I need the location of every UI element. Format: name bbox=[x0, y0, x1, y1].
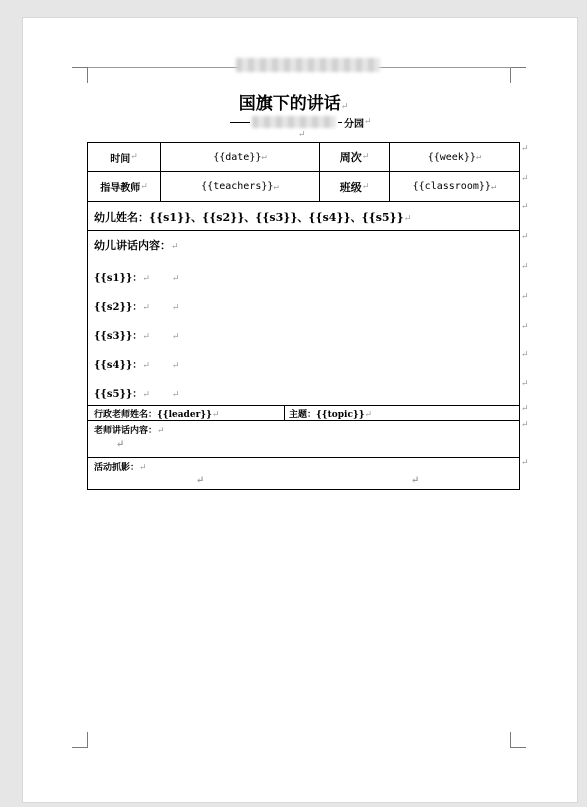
children-speech-label[interactable]: 幼儿讲话内容：↵ bbox=[94, 239, 179, 252]
cell-date-value[interactable]: {{date}} ↵ bbox=[161, 143, 320, 172]
teacher-speech-label[interactable]: 老师讲话内容：↵ bbox=[94, 426, 165, 436]
speech-record-table bbox=[87, 142, 520, 490]
speech-slot-s4[interactable]: {{s4}}：↵ ↵ bbox=[94, 360, 180, 371]
row-divider bbox=[88, 405, 519, 406]
speech-slot-s2[interactable]: {{s2}}：↵ ↵ bbox=[94, 302, 180, 313]
row-divider bbox=[88, 457, 519, 458]
speech-slot-s5[interactable]: {{s5}}：↵ ↵ bbox=[94, 389, 180, 400]
paragraph-mark: ↵ bbox=[196, 475, 205, 486]
cell-week-value[interactable]: {{week}} ↵ bbox=[390, 143, 519, 172]
cell-teachers-value[interactable]: {{teachers}} ↵ bbox=[161, 172, 320, 202]
paragraph-mark: ↵ bbox=[116, 439, 125, 450]
document-title[interactable]: 国旗下的讲话↵ bbox=[238, 94, 349, 114]
topic-field[interactable]: 主题：{{topic}}↵ bbox=[289, 410, 373, 420]
margin-corner-top-left bbox=[72, 67, 88, 83]
speech-slot-s1[interactable]: {{s1}}：↵ ↵ bbox=[94, 273, 180, 284]
cell-class-value[interactable]: {{classroom}} ↵ bbox=[390, 172, 519, 202]
redacted-subtitle-text bbox=[252, 116, 336, 128]
paragraph-mark: ↵ bbox=[298, 130, 306, 140]
cell-class-label[interactable]: 班级 ↵ bbox=[320, 172, 390, 202]
subtitle-dash bbox=[230, 122, 250, 123]
cell-week-label[interactable]: 周次 ↵ bbox=[320, 143, 390, 172]
leader-field[interactable]: 行政老师姓名：{{leader}}↵ bbox=[94, 410, 220, 420]
document-subtitle[interactable]: 分园 ↵ bbox=[230, 115, 372, 129]
children-names-line[interactable]: 幼儿姓名：{{s1}}、{{s2}}、{{s3}}、{{s4}}、{{s5}}↵ bbox=[94, 211, 412, 224]
column-divider bbox=[284, 405, 285, 420]
redacted-header-text bbox=[236, 58, 380, 72]
cell-teachers-label[interactable]: 指导教师 ↵ bbox=[88, 172, 161, 202]
paragraph-mark: ↵ bbox=[340, 102, 349, 112]
activity-photo-label[interactable]: 活动抓影：↵ bbox=[94, 463, 147, 473]
margin-corner-bottom-left bbox=[72, 732, 88, 748]
cell-date-label[interactable]: 时间 ↵ bbox=[88, 143, 161, 172]
speech-slot-s3[interactable]: {{s3}}：↵ ↵ bbox=[94, 331, 180, 342]
row-divider bbox=[88, 230, 519, 231]
margin-corner-bottom-right bbox=[510, 732, 526, 748]
subtitle-dash bbox=[338, 122, 342, 123]
paragraph-mark: ↵ bbox=[411, 475, 420, 486]
margin-corner-top-right bbox=[510, 67, 526, 83]
row-divider bbox=[88, 420, 519, 421]
